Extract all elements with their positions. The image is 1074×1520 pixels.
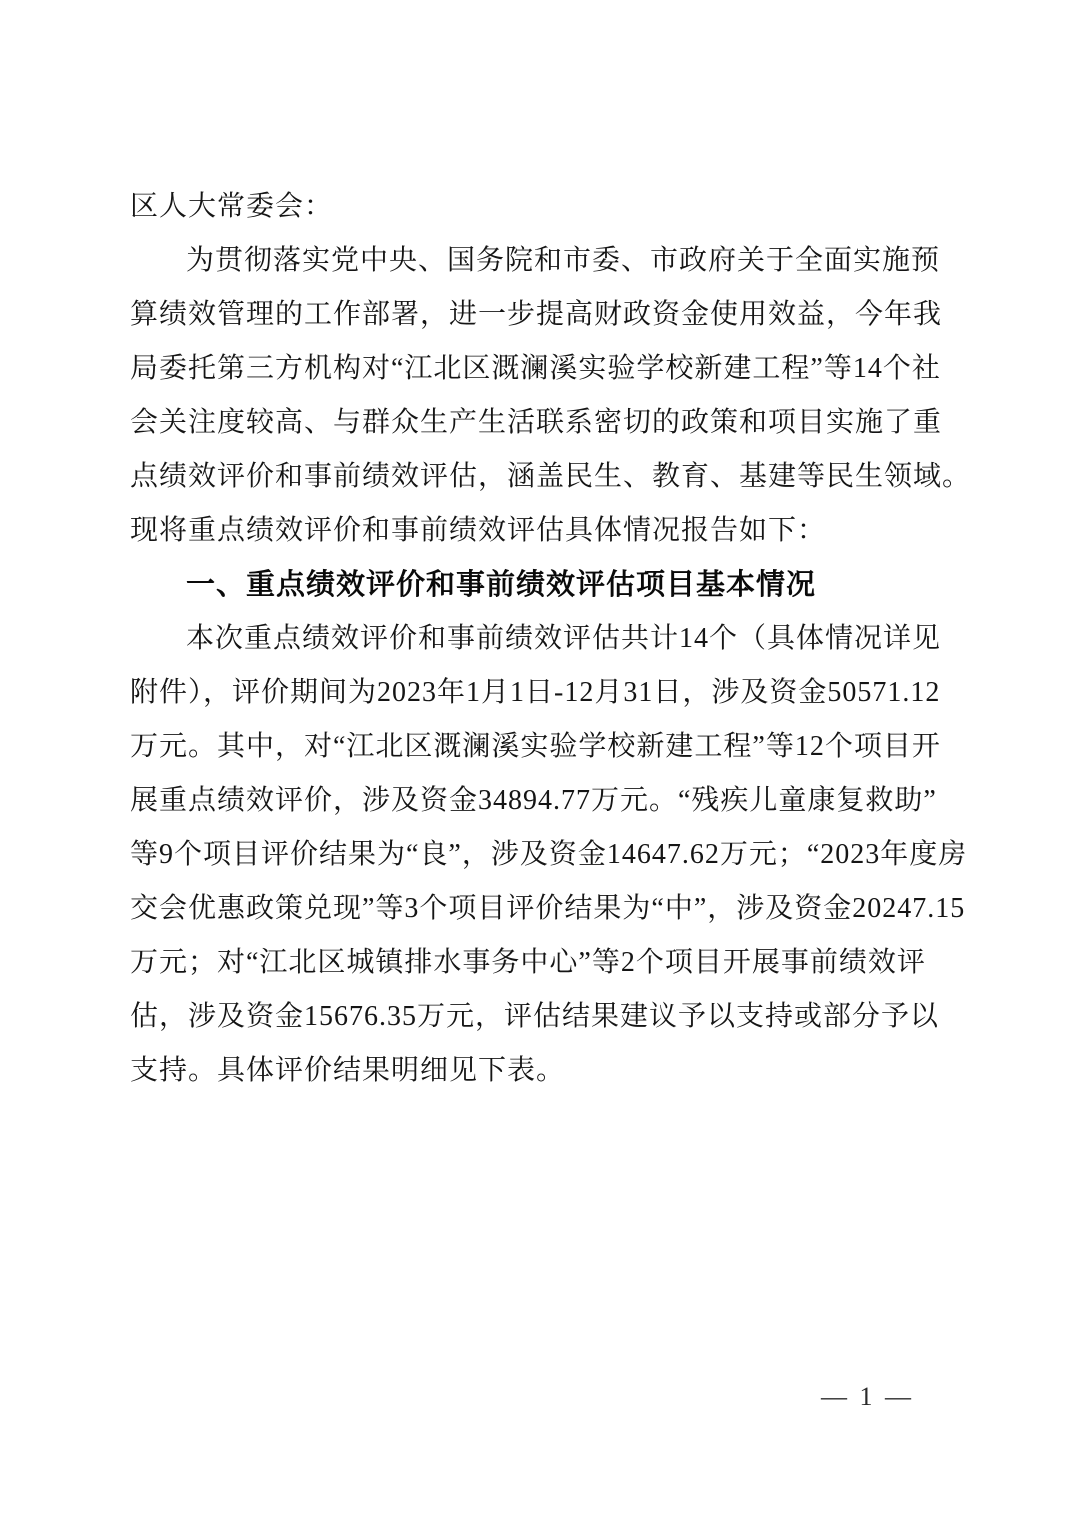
salutation: 区人大常委会： (130, 191, 334, 222)
body-paragraph-line: 交会优惠政策兑现”等3个项目评价结果为“中”，涉及资金20247.15 (130, 893, 966, 924)
page-number: — 1 — (821, 1382, 914, 1411)
body-paragraph-line: 万元。其中，对“江北区溉澜溪实验学校新建工程”等12个项目开 (130, 731, 941, 762)
body-paragraph-line: 本次重点绩效评价和事前绩效评估共计14个（具体情况详见 (186, 623, 942, 654)
document-body (130, 180, 972, 1098)
body-paragraph-line: 支持。具体评价结果明细见下表。 (130, 1055, 566, 1086)
section-heading: 一、重点绩效评价和事前绩效评估项目基本情况 (186, 569, 817, 601)
intro-paragraph-line: 算绩效管理的工作部署，进一步提高财政资金使用效益，今年我 (130, 299, 943, 330)
body-paragraph-line: 万元；对“江北区城镇排水事务中心”等2个项目开展事前绩效评 (130, 947, 926, 978)
body-paragraph-line: 展重点绩效评价，涉及资金34894.77万元。“残疾儿童康复救助” (130, 785, 937, 816)
intro-paragraph-line: 点绩效评价和事前绩效评估，涵盖民生、教育、基建等民生领域。 (130, 461, 972, 492)
intro-paragraph-line: 现将重点绩效评价和事前绩效评估具体情况报告如下： (130, 515, 827, 546)
intro-paragraph-line: 会关注度较高、与群众生产生活联系密切的政策和项目实施了重 (130, 407, 943, 438)
body-paragraph-line: 附件），评价期间为2023年1月1日-12月31日，涉及资金50571.12 (130, 677, 941, 708)
intro-paragraph-line: 为贯彻落实党中央、国务院和市委、市政府关于全面实施预 (186, 245, 941, 276)
body-paragraph-line: 估，涉及资金15676.35万元，评估结果建议予以支持或部分予以 (130, 1001, 940, 1032)
intro-paragraph-line: 局委托第三方机构对“江北区溉澜溪实验学校新建工程”等14个社 (130, 353, 941, 384)
body-paragraph-line: 等9个项目评价结果为“良”，涉及资金14647.62万元；“2023年度房 (130, 839, 968, 870)
